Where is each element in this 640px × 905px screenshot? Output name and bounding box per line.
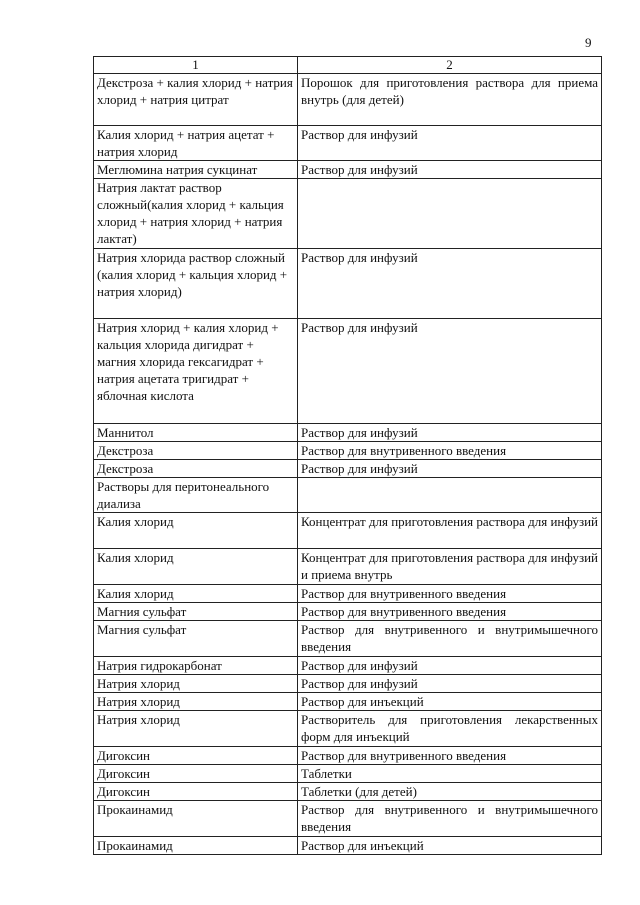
table-row <box>94 837 602 855</box>
drug-name-cell: Дигоксин <box>94 783 298 801</box>
table-row <box>94 657 602 675</box>
drug-name-cell: Натрия лактат раствор сложный(калия хлорид + кальция хлорид + натрия хлорид + натрия лактат) <box>94 179 298 249</box>
drug-name-cell: Натрия хлорид <box>94 711 298 747</box>
table-row <box>94 478 602 513</box>
table-row <box>94 74 602 126</box>
dosage-form-cell: Концентрат для приготовления раствора для инфузий и приема внутрь <box>298 549 602 585</box>
drug-name-cell: Прокаинамид <box>94 837 298 855</box>
table-row <box>94 747 602 765</box>
dosage-form-cell: Раствор для инъекций <box>298 693 602 711</box>
page-number: 9 <box>585 35 592 50</box>
table-row <box>94 460 602 478</box>
dosage-form-cell: Порошок для приготовления раствора для приема внутрь (для детей) <box>298 74 602 126</box>
table-row <box>94 621 602 657</box>
drug-name-cell: Натрия хлорид <box>94 675 298 693</box>
table-row <box>94 603 602 621</box>
dosage-form-cell: Раствор для инфузий <box>298 657 602 675</box>
table-row <box>94 319 602 424</box>
dosage-form-cell: Раствор для инфузий <box>298 424 602 442</box>
drug-name-cell: Растворы для перитонеального диализа <box>94 478 298 513</box>
table-row <box>94 424 602 442</box>
table-row <box>94 161 602 179</box>
drug-name-cell: Калия хлорид <box>94 513 298 549</box>
table-row <box>94 126 602 161</box>
dosage-form-cell: Раствор для инфузий <box>298 319 602 424</box>
drug-name-cell: Прокаинамид <box>94 801 298 837</box>
table-row <box>94 675 602 693</box>
drug-name-cell: Декстроза + калия хлорид + натрия хлорид + натрия цитрат <box>94 74 298 126</box>
dosage-form-cell: Раствор для внутривенного введения <box>298 585 602 603</box>
dosage-form-cell: Таблетки <box>298 765 602 783</box>
table-row <box>94 549 602 585</box>
dosage-form-cell: Раствор для внутривенного и внутримышечного введения <box>298 801 602 837</box>
table-row <box>94 249 602 319</box>
column-header-1: 1 <box>94 57 298 74</box>
dosage-form-cell: Раствор для инфузий <box>298 675 602 693</box>
drug-name-cell: Натрия гидрокарбонат <box>94 657 298 675</box>
table-row <box>94 693 602 711</box>
drug-name-cell: Декстроза <box>94 460 298 478</box>
drug-name-cell: Дигоксин <box>94 765 298 783</box>
dosage-form-cell: Раствор для внутривенного введения <box>298 442 602 460</box>
table-row <box>94 442 602 460</box>
drug-name-cell: Дигоксин <box>94 747 298 765</box>
dosage-form-cell <box>298 478 602 513</box>
dosage-form-cell: Растворитель для приготовления лекарственных форм для инъекций <box>298 711 602 747</box>
drug-name-cell: Калия хлорид <box>94 549 298 585</box>
table-header-row <box>94 57 602 74</box>
dosage-form-cell: Раствор для внутривенного и внутримышечного введения <box>298 621 602 657</box>
table-row <box>94 711 602 747</box>
dosage-form-cell: Концентрат для приготовления раствора для инфузий <box>298 513 602 549</box>
table-row <box>94 179 602 249</box>
drug-name-cell: Маннитол <box>94 424 298 442</box>
drug-name-cell: Натрия хлорид + калия хлорид + кальция хлорида дигидрат + магния хлорида гексагидрат + натрия ацетата тригидрат + яблочная кислота <box>94 319 298 424</box>
dosage-form-cell <box>298 179 602 249</box>
dosage-form-cell: Раствор для инфузий <box>298 161 602 179</box>
dosage-form-cell: Раствор для инфузий <box>298 249 602 319</box>
drug-name-cell: Натрия хлорид <box>94 693 298 711</box>
table-row <box>94 585 602 603</box>
table-row <box>94 783 602 801</box>
table-row <box>94 765 602 783</box>
drug-name-cell: Меглюмина натрия сукцинат <box>94 161 298 179</box>
table-row <box>94 513 602 549</box>
dosage-form-cell: Раствор для инфузий <box>298 460 602 478</box>
dosage-form-cell: Раствор для внутривенного введения <box>298 603 602 621</box>
drug-name-cell: Декстроза <box>94 442 298 460</box>
drug-name-cell: Натрия хлорида раствор сложный (калия хлорид + кальция хлорид + натрия хлорид) <box>94 249 298 319</box>
drug-name-cell: Магния сульфат <box>94 621 298 657</box>
drug-table <box>93 56 602 855</box>
drug-name-cell: Калия хлорид + натрия ацетат + натрия хлорид <box>94 126 298 161</box>
dosage-form-cell: Таблетки (для детей) <box>298 783 602 801</box>
dosage-form-cell: Раствор для внутривенного введения <box>298 747 602 765</box>
dosage-form-cell: Раствор для инфузий <box>298 126 602 161</box>
table-row <box>94 801 602 837</box>
dosage-form-cell: Раствор для инъекций <box>298 837 602 855</box>
drug-name-cell: Магния сульфат <box>94 603 298 621</box>
drug-name-cell: Калия хлорид <box>94 585 298 603</box>
column-header-2: 2 <box>298 57 602 74</box>
